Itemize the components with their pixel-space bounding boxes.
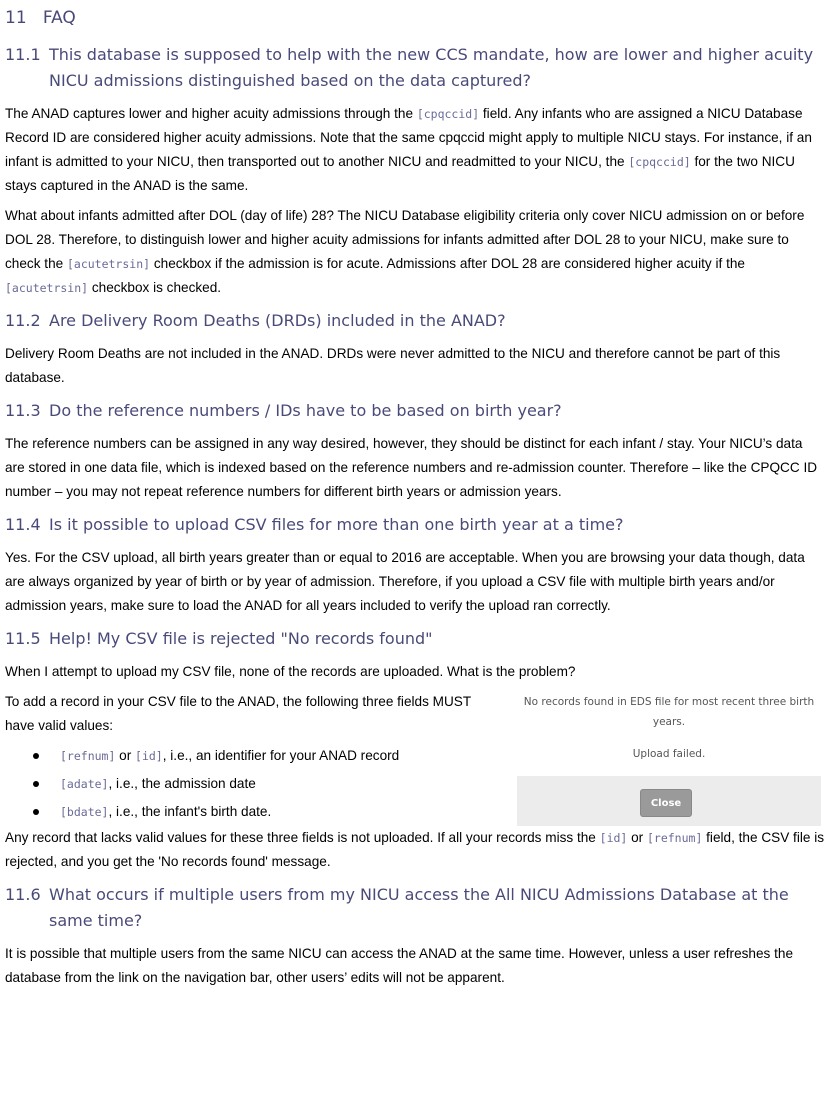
text-run: What about infants admitted after DOL (day of life) 28? The NICU Database eligibility criteria only cover NICU admission on or before DOL 28. Therefore, to distinguish lower and higher acuity admissions for infants admitted after DOL 28 to your NICU, make sure to check the xyxy=(5,208,805,271)
section-heading xyxy=(5,512,831,538)
paragraph: To add a record in your CSV file to the ANAD, the following three fields MUST have valid values: xyxy=(5,694,471,733)
section-heading xyxy=(5,42,831,94)
section-number: 11.6 xyxy=(5,885,41,904)
dialog-footer xyxy=(517,776,821,826)
section-title: Do the reference numbers / IDs have to be based on birth year? xyxy=(49,401,562,420)
required-fields xyxy=(5,690,505,826)
section-heading xyxy=(5,882,831,934)
title-number: 11 xyxy=(5,8,27,28)
section-title: Are Delivery Room Deaths (DRDs) included in the ANAD? xyxy=(49,311,506,330)
text-run: , i.e., the infant's birth date. xyxy=(108,804,272,819)
paragraph: Delivery Room Deaths are not included in the ANAD. DRDs were never admitted to the NICU and therefore cannot be part of this database. xyxy=(5,346,781,385)
text-run: or xyxy=(115,748,136,763)
close-button[interactable]: Close xyxy=(640,789,692,817)
section-number: 11.4 xyxy=(5,515,41,534)
fields-and-dialog xyxy=(5,690,831,826)
field-code: [acutetrsin] xyxy=(5,281,89,295)
field-code: [acutetrsin] xyxy=(66,257,151,271)
faq-document xyxy=(0,6,831,990)
field-code: [refnum] xyxy=(60,749,116,763)
field-code: [cpqccid] xyxy=(628,155,691,169)
faq-section-11-4 xyxy=(5,512,831,618)
field-code: [id] xyxy=(135,749,163,763)
text-run: Any record that lacks valid values for these three fields is not uploaded. If all your records miss the xyxy=(5,830,600,845)
page-title xyxy=(5,6,831,30)
paragraph xyxy=(5,102,831,198)
title-text: FAQ xyxy=(42,8,76,28)
section-heading xyxy=(5,398,831,424)
faq-section-11-3 xyxy=(5,398,831,504)
paragraph: Yes. For the CSV upload, all birth years greater than or equal to 2016 are acceptable. When you are browsing your data though, data are always organized by year of birth or by year of admission. Therefore, if you upload a CSV file with multiple birth years and/or admission years, make sure to load the ANAD for all years included to verify the upload ran correctly. xyxy=(5,550,805,613)
section-heading xyxy=(5,626,831,652)
text-run: or xyxy=(627,830,647,845)
paragraph: The reference numbers can be assigned in any way desired, however, they should be distinct for each infant / stay. Your NICU’s data are stored in one data file, which is indexed based on the reference numbers and re-admission counter. Therefore – like the CPQCC ID number – you may not repeat reference numbers for different birth years or admission years. xyxy=(5,436,818,499)
field-code: [id] xyxy=(599,831,628,845)
text-run: The ANAD captures lower and higher acuity admissions through the xyxy=(5,106,417,121)
text-run: checkbox if the admission is for acute. Admissions after DOL 28 are considered higher acuity if the xyxy=(150,256,745,271)
field-code: [bdate] xyxy=(60,805,109,819)
dialog-message: No records found in EDS file for most recent three birth years. xyxy=(523,696,815,728)
faq-section-11-1 xyxy=(5,42,831,300)
list-item xyxy=(33,798,505,826)
text-run: checkbox is checked. xyxy=(88,280,222,295)
section-number: 11.2 xyxy=(5,311,41,330)
field-code: [cpqccid] xyxy=(416,107,480,121)
paragraph: It is possible that multiple users from the same NICU can access the ANAD at the same time. However, unless a user refreshes the database from the link on the navigation bar, other users’ edits will not be apparent. xyxy=(5,946,794,985)
text-run: field. Any infants who are assigned a NICU Database Record ID are considered higher acuity admissions. Note that the same cpqccid might apply to multiple NICU stays. For instance, if an infant is admitted to your NICU, then transported out to another NICU and readmitted to your NICU, the xyxy=(5,106,812,169)
faq-section-11-5 xyxy=(5,626,831,874)
section-number: 11.3 xyxy=(5,401,41,420)
faq-section-11-6 xyxy=(5,882,831,990)
section-number: 11.5 xyxy=(5,629,41,648)
section-title: This database is supposed to help with the new CCS mandate, how are lower and higher acuity NICU admissions distinguished based on the data captured? xyxy=(49,45,814,90)
paragraph: When I attempt to upload my CSV file, none of the records are uploaded. What is the problem? xyxy=(5,664,576,679)
text-run: for the two NICU stays captured in the ANAD is the same. xyxy=(5,154,795,193)
text-run: field, the CSV file is rejected, and you get the 'No records found' message. xyxy=(5,830,825,869)
field-code: [adate] xyxy=(60,777,109,791)
section-title: What occurs if multiple users from my NICU access the All NICU Admissions Database at the same time? xyxy=(49,885,789,930)
list-item xyxy=(33,742,505,770)
dialog-status: Upload failed. xyxy=(632,748,706,760)
upload-error-dialog xyxy=(517,690,821,838)
field-code: [refnum] xyxy=(646,831,703,845)
list-item xyxy=(33,770,505,798)
text-run: , i.e., the admission date xyxy=(108,776,256,791)
section-number: 11.1 xyxy=(5,45,41,64)
required-field-list xyxy=(5,742,505,826)
section-title: Is it possible to upload CSV files for more than one birth year at a time? xyxy=(49,515,624,534)
section-heading xyxy=(5,308,831,334)
paragraph xyxy=(5,204,831,300)
section-title: Help! My CSV file is rejected "No records found" xyxy=(49,629,433,648)
faq-section-11-2 xyxy=(5,308,831,390)
text-run: , i.e., an identifier for your ANAD record xyxy=(162,748,400,763)
